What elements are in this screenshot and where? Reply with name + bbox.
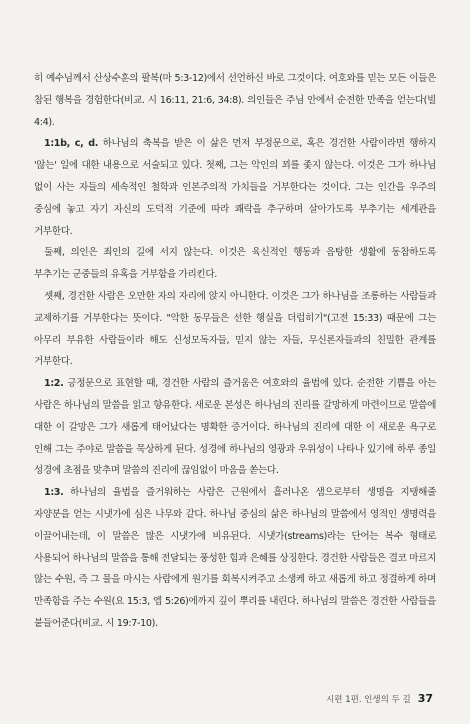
paragraph [34, 242, 436, 286]
paragraph [34, 373, 436, 482]
paragraph [34, 133, 436, 242]
page-footer [326, 692, 433, 705]
verse-reference: 1:1b, c, d. [44, 138, 99, 150]
running-head: 시편 1편. 인생의 두 길 [326, 695, 411, 705]
paragraph [34, 68, 436, 133]
verse-reference: 1:3. [44, 487, 64, 499]
body-text [34, 68, 436, 635]
paragraph-text: 셋째, 경건한 사람은 오만한 자의 자리에 앉지 아니한다. 이것은 그가 하나님을 조롱하는 사람들과 교제하기를 거부한다는 뜻이다. "악한 동무들은 선한 행실을 더럽히기"(고전 15:33) 때문에 그는 아무리 부유한 사람들이라 해도 신성모독자들, 믿지 않는 자들, 무신론자들과의 친밀한 관계를 거부한다. [34, 290, 436, 368]
paragraph [34, 286, 436, 373]
paragraph-text: 긍정문으로 표현할 때, 경건한 사람의 즐거움은 여호와의 율법에 있다. 순전한 기쁨을 아는 사람은 하나님의 말씀을 읽고 향유한다. 새로운 본성은 하나님의 진리를 갈망하게 마련이므로 말씀에 대한 이 갈망은 그가 새롭게 태어났다는 명확한 증거이다. 하나님의 진리에 대한 이 새로운 욕구로 인해 그는 주야로 말씀을 묵상하게 된다. 성경에 하나님의 영광과 우위성이 나타나 있기에 하루 종일 성경에 초점을 맞추며 말씀의 진리에 끊임없이 마음을 쏟는다. [34, 378, 436, 477]
verse-reference: 1:2. [44, 378, 64, 390]
paragraph-text: 하나님의 율법을 즐거워하는 사람은 근원에서 흘러나온 샘으로부터 생명을 지탱해줄 자양분을 얻는 시냇가에 심은 나무와 같다. 하나님 중심의 삶은 하나님의 말씀에서 영적인 생명력을 이끌어내는데, 이 말씀은 많은 시냇가에 비유된다. 시냇가(streams)라는 단어는 복수 형태로 사용되어 하나님의 말씀을 통해 전달되는 풍성한 힘과 은혜를 상징한다. 경건한 사람들은 결코 마르지 않는 수원, 즉 그 물을 마시는 사람에게 원기를 회복시켜주고 소생케 하고 새롭게 하고 정결하게 하며 만족함을 주는 수원(요 15:3, 엡 5:26)에까지 깊이 뿌리를 내린다. 하나님의 말씀은 경건한 사람들을 붙들어준다(비교. 시 19:7-10). [34, 487, 436, 629]
page-number: 37 [417, 692, 433, 705]
paragraph-text: 둘째, 의인은 죄인의 길에 서지 않는다. 이것은 육신적인 행동과 음탕한 생활에 동참하도록 부추기는 군중들의 유혹을 거부함을 가리킨다. [34, 247, 436, 281]
paragraph-text: 히 예수님께서 산상수훈의 팔복(마 5:3-12)에서 선언하신 바로 그것이다. 여호와를 믿는 모든 이들은 참된 행복을 경험한다(비교. 시 16:11, 21:6, 34:8). 의인들은 주님 안에서 순전한 만족을 얻는다(빌 4:4). [34, 73, 436, 128]
paragraph [34, 482, 436, 635]
paragraph-text: 하나님의 축복을 받은 이 삶은 먼저 부정문으로, 혹은 경건한 사람이라면 행하지 '않는' 일에 대한 내용으로 서술되고 있다. 첫째, 그는 악인의 꾀를 좇지 않는다. 이것은 그가 하나님 없이 사는 자들의 세속적인 철학과 인본주의적 가치들을 거부한다는 것이다. 그는 인간을 우주의 중심에 놓고 자기 자신의 도덕적 기준에 따라 쾌락을 추구하며 살아가도록 부추기는 세계관을 거부한다. [34, 138, 436, 237]
